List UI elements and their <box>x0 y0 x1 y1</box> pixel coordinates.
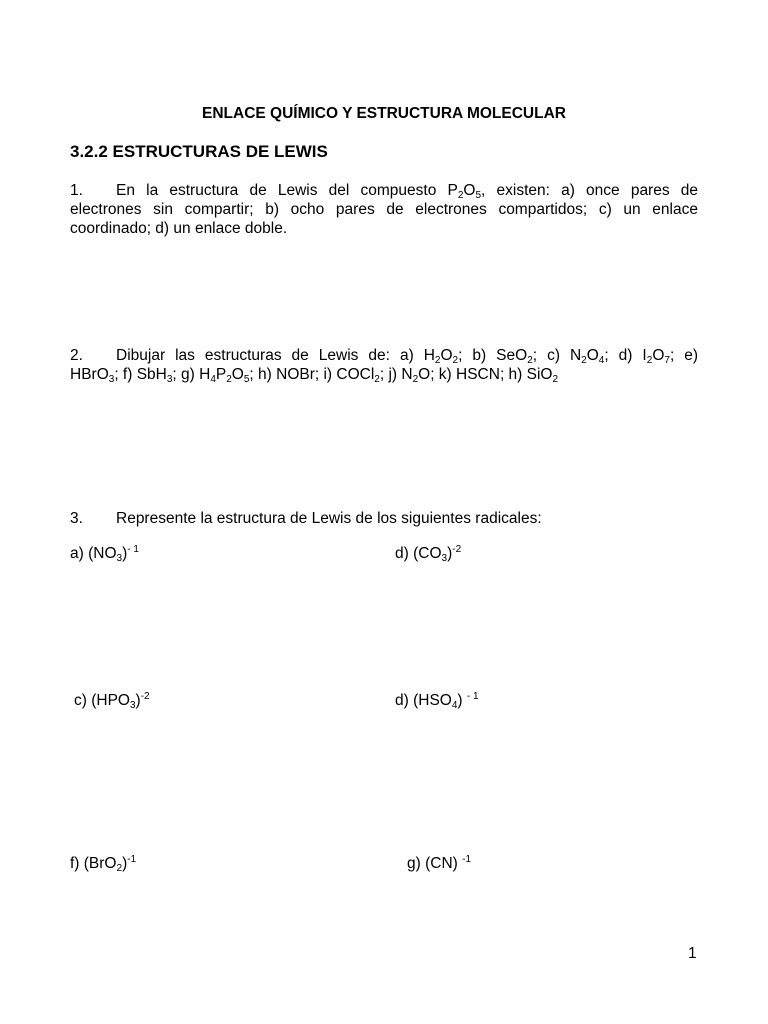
question-1-line-3: coordinado; d) un enlace doble. <box>70 220 288 237</box>
subscript: 7 <box>664 355 670 366</box>
question-3 <box>70 509 698 528</box>
question-2-line-2 <box>70 365 698 384</box>
radical-item <box>70 855 136 873</box>
document-title: ENLACE QUÍMICO Y ESTRUCTURA MOLECULAR <box>202 105 566 122</box>
subscript: 3 <box>108 374 115 385</box>
subscript: 2 <box>412 374 419 385</box>
radical-text: ) <box>447 545 453 562</box>
question-2-line-1 <box>70 346 698 365</box>
question-2 <box>70 346 698 384</box>
question-2-text: O <box>231 366 244 383</box>
subscript: 3 <box>441 553 448 564</box>
question-2-text: ; c) N <box>532 347 582 364</box>
subscript: 3 <box>129 700 136 711</box>
subscript: 2 <box>434 355 441 366</box>
radical-item <box>407 855 471 873</box>
question-2-text: ; h) NOBr; i) COCl <box>249 366 375 383</box>
superscript: -2 <box>140 691 150 702</box>
question-2-text: O <box>586 347 599 364</box>
subscript: 4 <box>598 355 605 366</box>
question-2-text: HBrO <box>70 366 109 383</box>
subscript: 2 <box>646 355 653 366</box>
superscript: - 1 <box>127 544 139 555</box>
radical-text: ) <box>457 692 467 709</box>
question-2-text: ; g) H <box>172 366 211 383</box>
subscript: 5 <box>243 374 250 385</box>
superscript: -2 <box>452 544 462 555</box>
question-2-text: O <box>652 347 665 364</box>
subscript: 2 <box>527 355 533 366</box>
question-2-text: O; k) HSCN; h) SiO <box>418 366 553 383</box>
superscript: -1 <box>127 854 137 865</box>
subscript: 4 <box>210 374 216 385</box>
question-2-text: ; j) N <box>379 366 413 383</box>
question-2-text: O <box>440 347 453 364</box>
radical-item <box>70 545 139 563</box>
question-3-text: Represente la estructura de Lewis de los siguientes radicales: <box>116 510 542 527</box>
question-1 <box>70 181 698 238</box>
subscript: 2 <box>116 863 123 874</box>
subscript: 2 <box>226 374 232 385</box>
question-1-text: En la estructura de Lewis del compuesto P <box>116 182 458 199</box>
radical-item <box>74 692 150 710</box>
radical-text: f) (BrO <box>70 855 117 872</box>
radical-text: c) (HPO <box>74 692 130 709</box>
question-1-line-2: electrones sin compartir; b) ocho pares de electrones compartidos; c) un enlace <box>70 201 698 218</box>
section-title: 3.2.2 ESTRUCTURAS DE LEWIS <box>70 142 328 161</box>
question-2-number: 2. <box>70 347 83 364</box>
radical-text: a) (NO <box>70 545 117 562</box>
superscript: - 1 <box>466 691 479 702</box>
subscript: 4 <box>451 700 458 711</box>
question-1-number: 1. <box>70 182 83 199</box>
radical-text: g) (CN) <box>407 855 463 872</box>
question-2-text: P <box>215 366 227 383</box>
subscript: 2 <box>452 355 459 366</box>
page-number: 1 <box>688 945 697 962</box>
subscript: 2 <box>552 374 559 385</box>
subscript: 2 <box>457 190 464 201</box>
question-1-text: , existen: a) once pares de <box>481 182 699 199</box>
question-2-text: ; e) <box>669 347 699 364</box>
radical-text: ) <box>122 545 128 562</box>
question-1-line-1 <box>70 181 698 200</box>
question-2-text: ; b) SeO <box>458 347 528 364</box>
question-2-text: ; d) I <box>604 347 647 364</box>
radical-item <box>395 545 461 563</box>
subscript: 5 <box>475 190 482 201</box>
question-2-text: ; f) SbH <box>114 366 167 383</box>
subscript: 3 <box>166 374 173 385</box>
radical-item <box>395 692 479 710</box>
superscript: -1 <box>462 854 472 865</box>
question-1-text: O <box>463 182 476 199</box>
question-2-text: Dibujar las estructuras de Lewis de: a) H <box>116 347 435 364</box>
subscript: 2 <box>374 374 380 385</box>
subscript: 2 <box>581 355 587 366</box>
question-3-number: 3. <box>70 510 83 527</box>
radical-text: d) (CO <box>395 545 442 562</box>
subscript: 3 <box>116 553 123 564</box>
question-3-line-1 <box>70 509 698 528</box>
radical-text: ) <box>135 692 141 709</box>
radical-text: ) <box>122 855 128 872</box>
radical-text: d) (HSO <box>395 692 452 709</box>
